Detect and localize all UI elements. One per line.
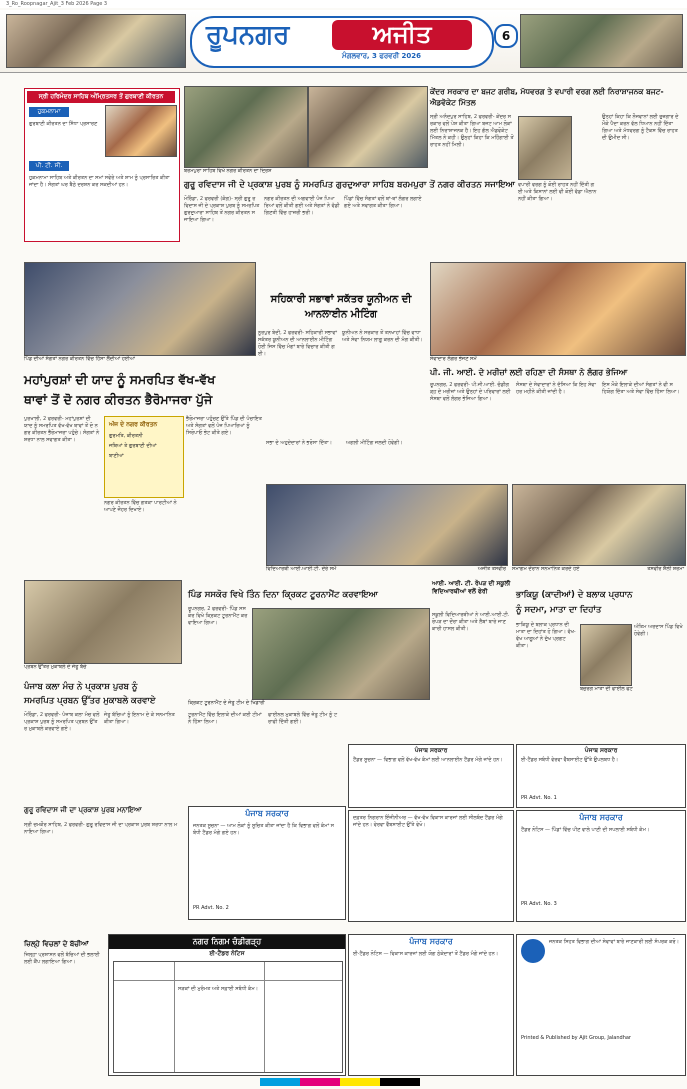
- photo-nagar-kirtan-1: [184, 86, 308, 168]
- publisher-line: Printed & Published by Ajit Group, Jalandhar: [521, 1035, 631, 1041]
- headline-cricket: ਪਿੰਡ ਸਸਕੋਰ ਵਿਖੇ ਤਿੰਨ ਦਿਨਾ ਕ੍ਰਿਕਟ ਟੂਰਨਾਮੈਂਟ ਕਰਵਾਇਆ: [188, 590, 378, 600]
- color-swatch-cyan: [260, 1078, 300, 1086]
- notice-box-5: [516, 810, 686, 922]
- masthead-left-photo: [6, 14, 186, 68]
- highlight-box-line-2: ਜਥਿਆਂ ਤੇ ਗੁਰਬਾਣੀ ਦੀਆਂ: [109, 443, 157, 449]
- article-punjab-kala-col-2: ਜੇਤੂ ਬੱਚਿਆਂ ਨੂੰ ਇਨਾਮ ਦੇ ਕੇ ਸਨਮਾਨਿਤ ਕੀਤਾ ਗਿਆ।: [104, 712, 175, 725]
- caption-7: ਪ੍ਰਬਨ ਉੱਤਰ ਮੁਕਾਬਲੇ ਦੇ ਜੇਤੂ ਬੱਚੇ: [24, 664, 87, 670]
- caption-6: ਸਮਾਗਮ ਦੌਰਾਨ ਸਨਮਾਨਿਤ ਕਰਦੇ ਹੋਏ: [512, 566, 580, 572]
- golden-temple-image: [105, 105, 177, 157]
- notice-2-title: ਪੰਜਾਬ ਸਰਕਾਰ: [584, 747, 618, 754]
- article-bku: ਭਾਕਿਯੂ ਦੇ ਬਲਾਕ ਪ੍ਰਧਾਨ ਦੀ ਮਾਤਾ ਦਾ ਦਿਹਾਂਤ ਹੋ ਗਿਆ। ਵੱਖ-ਵੱਖ ਆਗੂਆਂ ਨੇ ਦੁੱਖ ਪ੍ਰਗਟ ਕੀਤਾ।: [516, 622, 576, 649]
- caption-9: ਬਜ਼ੁਰਗ ਮਾਤਾ ਦੀ ਫਾਈਲ ਫੋਟੋ: [580, 686, 633, 692]
- notice-3-title: ਪੰਜਾਬ ਸਰਕਾਰ: [245, 809, 289, 818]
- article-cricket-col-3: ਫਾਈਨਲ ਮੁਕਾਬਲੇ ਵਿੱਚ ਜੇਤੂ ਟੀਮ ਨੂੰ ਟਰਾਫੀ ਦਿੱਤੀ ਗਈ।: [268, 712, 338, 725]
- photo-credit-2: ਤਸਵੀਰ ਸ਼ੈਲੀ ਸ਼ਰਮਾ: [647, 566, 684, 572]
- notice-4-body: ਦਫ਼ਤਰ ਨਿਗਰਾਨ ਇੰਜੀਨੀਅਰ — ਵੱਖ-ਵੱਖ ਵਿਕਾਸ ਕਾਰਜਾਂ ਲਈ ਸੀਲਬੰਦ ਟੈਂਡਰ ਮੰਗੇ ਜਾਂਦੇ ਹਨ। ਵੇਰਵਾ ਵੈੱਬਸਾਈਟ ਉੱਤੇ ਵੇਖੋ।: [353, 815, 503, 828]
- article-punjab-kala-col-1: ਮੋਰਿੰਡਾ, 2 ਫਰਵਰੀ- ਪੰਜਾਬ ਕਲਾ ਮੰਚ ਵਲੋਂ ਪ੍ਰਕਾਸ਼ ਪੁਰਬ ਨੂੰ ਸਮਰਪਿਤ ਪ੍ਰਬਨ ਉੱਤਰ ਮੁਕਾਬਲੇ ਕਰਵਾਏ ਗਏ।: [24, 712, 100, 732]
- notice-5-pr: PR Advt. No. 3: [521, 901, 557, 907]
- gurbani-ad-label-2: ਪੀ. ਟੀ. ਸੀ.: [29, 161, 69, 171]
- photo-advocate: [518, 116, 572, 180]
- headline-school: ਆਈ. ਆਈ. ਟੀ. ਰੋਪੜ ਦੀ ਸਕੂਲੀ ਵਿਦਿਆਰਥੀਆਂ ਵਲੋਂ ਫੇਰੀ: [432, 580, 511, 595]
- tender-table-col-rule-1: [174, 962, 175, 1072]
- logo-icon: [521, 939, 545, 963]
- highlight-box-line-1: ਗੁਰਮਤਿ, ਕੀਰਤਨੀ: [109, 433, 143, 439]
- article-school: ਸਕੂਲੀ ਵਿਦਿਆਰਥੀਆਂ ਨੇ ਆਈ.ਆਈ.ਟੀ. ਰੋਪੜ ਦਾ ਦੌਰਾ ਕੀਤਾ ਅਤੇ ਲੈਬਾਂ ਬਾਰੇ ਜਾਣਕਾਰੀ ਹਾਸਲ ਕੀਤੀ।: [432, 612, 510, 632]
- article-pgi-col-2: ਸੰਸਥਾ ਦੇ ਸੇਵਾਦਾਰਾਂ ਨੇ ਦੱਸਿਆ ਕਿ ਇਹ ਸੇਵਾ ਹਰ ਮਹੀਨੇ ਕੀਤੀ ਜਾਂਦੀ ਹੈ।: [516, 382, 596, 395]
- highlight-box-title: ਅੱਜ ਦੇ ਨਗਰ ਕੀਰਤਨ: [109, 421, 158, 428]
- nagar-nigam-tender: [108, 934, 346, 1076]
- gurbani-ad-title: ਸ੍ਰੀ ਹਰਿਮੰਦਰ ਸਾਹਿਬ ਅੰਮ੍ਰਿਤਸਰ ਤੋਂ ਗੁਰਬਾਣੀ ਕੀਰਤਨ: [27, 91, 175, 103]
- masthead-right-photo: [520, 14, 683, 68]
- color-registration-bar: [260, 1078, 420, 1086]
- article-top-col-3: ਪਿੰਡਾਂ ਵਿੱਚ ਸੰਗਤਾਂ ਵਲੋਂ ਥਾਂ-ਥਾਂ ਲੰਗਰ ਲਗਾਏ ਗਏ ਅਤੇ ਸਵਾਗਤ ਕੀਤਾ ਗਿਆ।: [344, 196, 422, 209]
- color-swatch-yellow: [340, 1078, 380, 1086]
- gurbani-ad-text: ਗੁਰਬਾਣੀ ਕੀਰਤਨ ਦਾ ਸਿੱਧਾ ਪ੍ਰਸਾਰਣ: [29, 121, 98, 127]
- masthead-title-left: ਰੂਪਨਗਰ: [206, 20, 290, 50]
- color-swatch-black: [380, 1078, 420, 1086]
- headline-guru-ravidas-small: ਗੁਰੂ ਰਵਿਦਾਸ ਜੀ ਦਾ ਪ੍ਰਕਾਸ਼ ਪੁਰਬ ਮਨਾਇਆ: [24, 806, 142, 814]
- notice-1-title: ਪੰਜਾਬ ਸਰਕਾਰ: [414, 747, 448, 754]
- article-mahapurkh-col-3: ਭੈਰੋਮਾਜਰਾ ਪਹੁੰਚਣ ਉੱਤੇ ਪਿੰਡ ਦੀ ਪੰਚਾਇਤ ਅਤੇ ਸੰਗਤਾਂ ਵਲੋਂ ਪੰਜ ਪਿਆਰਿਆਂ ਨੂੰ ਸਿਰੋਪਾਓ ਭੇਟ ਕੀਤੇ ਗਏ।: [186, 416, 262, 436]
- coop-headline-box: [258, 292, 424, 326]
- publisher-box: [516, 934, 686, 1076]
- headline-punjab-kala-2: ਸਮਰਪਿਤ ਪ੍ਰਬਨ ਉੱਤਰ ਮੁਕਾਬਲੇ ਕਰਵਾਏ: [24, 696, 156, 706]
- article-top-col-2: ਨਗਰ ਕੀਰਤਨ ਦੀ ਅਗਵਾਈ ਪੰਜ ਪਿਆਰਿਆਂ ਵਲੋਂ ਕੀਤੀ ਗਈ ਅਤੇ ਸੰਗਤਾਂ ਨੇ ਵੱਡੀ ਗਿਣਤੀ ਵਿੱਚ ਹਾਜ਼ਰੀ ਭਰੀ।: [264, 196, 340, 216]
- article-coop-col-2: ਯੂਨੀਅਨ ਨੇ ਸਰਕਾਰ ਤੋਂ ਤਨਖਾਹਾਂ ਵਿੱਚ ਵਾਧਾ ਅਤੇ ਸੇਵਾ ਨਿਯਮ ਲਾਗੂ ਕਰਨ ਦੀ ਮੰਗ ਕੀਤੀ।: [342, 330, 423, 343]
- article-cricket-col-2: ਟੂਰਨਾਮੈਂਟ ਵਿੱਚ ਇਲਾਕੇ ਦੀਆਂ ਕਈ ਟੀਮਾਂ ਨੇ ਹਿੱਸਾ ਲਿਆ।: [188, 712, 262, 725]
- headline-bku-1: ਭਾਕਿਯੂ (ਕਾਦੀਆਂ) ਦੇ ਬਲਾਕ ਪ੍ਰਧਾਨ: [516, 590, 633, 600]
- gurbani-ad: [24, 88, 180, 242]
- photo-mata: [580, 624, 632, 686]
- article-coop-col-1: ਨੂਰਪੁਰ ਬੇਦੀ, 2 ਫਰਵਰੀ- ਸਹਿਕਾਰੀ ਸਭਾਵਾਂ ਸਕੱਤਰ ਯੂਨੀਅਨ ਦੀ ਆਨਲਾਈਨ ਮੀਟਿੰਗ ਹੋਈ ਜਿਸ ਵਿੱਚ ਮੰਗਾਂ ਬਾਰੇ ਵਿਚਾਰ ਕੀਤੀ ਗਈ।: [258, 330, 337, 357]
- article-bku-col-2: ਅੰਤਿਮ ਅਰਦਾਸ ਪਿੰਡ ਵਿਖੇ ਹੋਵੇਗੀ।: [634, 624, 683, 637]
- notice-box-6: [348, 934, 514, 1076]
- notice-5-body: ਟੈਂਡਰ ਨੋਟਿਸ — ਪਿੰਡਾਂ ਵਿੱਚ ਪੀਣ ਵਾਲੇ ਪਾਣੀ ਦੀ ਸਪਲਾਈ ਸਬੰਧੀ ਕੰਮ।: [521, 827, 650, 833]
- notice-box-3: [188, 806, 346, 920]
- notice-box-4: [348, 810, 514, 922]
- notice-box-2: [516, 744, 686, 808]
- highlight-box: [104, 416, 184, 498]
- headline-punjab-kala-1: ਪੰਜਾਬ ਕਲਾ ਮੰਚ ਨੇ ਪ੍ਰਕਾਸ਼ ਪੁਰਬ ਨੂੰ: [24, 682, 138, 692]
- nagar-nigam-title: ਨਗਰ ਨਿਗਮ ਚੰਡੀਗੜ੍ਹ: [109, 935, 345, 949]
- caption-8: ਵਿਦਿਆਰਥੀ ਆਈ.ਆਈ.ਟੀ. ਦੌਰੇ ਸਮੇਂ: [266, 566, 337, 572]
- notice-box-1: [348, 744, 514, 808]
- headline-top-main: ਗੁਰੂ ਰਵਿਦਾਸ ਜੀ ਦੇ ਪ੍ਰਕਾਸ਼ ਪੁਰਬ ਨੂੰ ਸਮਰਪਿਤ ਗੁਰਦੁਆਰਾ ਸਾਹਿਬ ਬਰਮਪੁਰਾ ਤੋਂ ਨਗਰ ਕੀਰਤਨ ਸਜਾਇਆ: [184, 180, 515, 190]
- print-info-strip: 3_Ro_Roopnagar_Ajit_3 Feb 2026 Page 3: [0, 0, 687, 8]
- headline-mahapurkh-2: ਥਾਵਾਂ ਤੋਂ ਦੋ ਨਗਰ ਕੀਰਤਨ ਭੈਰੋਮਾਜਰਾ ਪੁੱਜੇ: [24, 392, 213, 407]
- headline-top-right: ਕੇਂਦਰ ਸਰਕਾਰ ਦਾ ਬਜਟ ਗਰੀਬ, ਮੱਧਵਰਗ ਤੇ ਵਪਾਰੀ ਵਰਗ ਲਈ ਨਿਰਾਸ਼ਾਜਨਕ ਬਜਟ-ਐਡਵੋਕੇਟ ਮਿੱਤਲ: [430, 87, 664, 107]
- article-mahapurkh-col-2: ਨਗਰ ਕੀਰਤਨ ਵਿੱਚ ਗਤਕਾ ਪਾਰਟੀਆਂ ਨੇ ਆਪਣੇ ਜੌਹਰ ਦਿਖਾਏ।: [104, 500, 177, 513]
- article-budget-col-2: ਵਪਾਰੀ ਵਰਗ ਨੂੰ ਕੋਈ ਰਾਹਤ ਨਹੀਂ ਦਿੱਤੀ ਗਈ ਅਤੇ ਕਿਸਾਨਾਂ ਲਈ ਵੀ ਕੋਈ ਵੱਡਾ ਐਲਾਨ ਨਹੀਂ ਕੀਤਾ ਗਿਆ।: [518, 182, 597, 202]
- notice-6-body: ਈ-ਟੈਂਡਰ ਨੋਟਿਸ — ਵਿਕਾਸ ਕਾਰਜਾਂ ਲਈ ਯੋਗ ਠੇਕੇਦਾਰਾਂ ਤੋਂ ਟੈਂਡਰ ਮੰਗੇ ਜਾਂਦੇ ਹਨ।: [353, 951, 499, 957]
- gurbani-ad-body: ਹੁਕਮਨਾਮਾ ਸਾਹਿਬ ਅਤੇ ਕੀਰਤਨ ਦਾ ਸਮਾਂ ਸਵੇਰੇ ਅਤੇ ਸ਼ਾਮ ਨੂੰ ਪ੍ਰਸਾਰਿਤ ਕੀਤਾ ਜਾਂਦਾ ਹੈ। ਸੰਗਤਾਂ ਘਰ ਬੈਠੇ ਦਰਸ਼ਨ ਕਰ ਸਕਦੀਆਂ ਹਨ।: [29, 175, 170, 188]
- masthead-title-frame: [190, 16, 494, 68]
- headline-kids-small: ਜ਼ਿਲ੍ਹੇ ਵਿਚਲਾਂ ਦੇ ਬੱਚੀਆਂ: [24, 940, 89, 948]
- article-cricket-col-1: ਰੂਪਨਗਰ, 2 ਫਰਵਰੀ- ਪਿੰਡ ਸਸਕੋਰ ਵਿਖੇ ਕ੍ਰਿਕਟ ਟੂਰਨਾਮੈਂਟ ਕਰਵਾਇਆ ਗਿਆ।: [188, 606, 248, 626]
- article-budget-col-1: ਸ੍ਰੀ ਅਨੰਦਪੁਰ ਸਾਹਿਬ, 2 ਫਰਵਰੀ- ਕੇਂਦਰ ਸਰਕਾਰ ਵਲੋਂ ਪੇਸ਼ ਕੀਤਾ ਗਿਆ ਬਜਟ ਆਮ ਲੋਕਾਂ ਲਈ ਨਿਰਾਸ਼ਾਜਨਕ ਹੈ। ਇਹ ਗੱਲ ਐਡਵੋਕੇਟ ਮਿੱਤਲ ਨੇ ਕਹੀ। ਉਨ੍ਹਾਂ ਕਿਹਾ ਕਿ ਮਹਿੰਗਾਈ ਤੋਂ ਰਾਹਤ ਨਹੀਂ ਮਿਲੀ।: [430, 114, 514, 148]
- color-swatch-magenta: [300, 1078, 340, 1086]
- gurbani-ad-label-1: ਹੁਕਮਨਾਮਾ: [29, 107, 69, 117]
- headline-bku-2: ਨੂੰ ਸਦਮਾ, ਮਾਤਾ ਦਾ ਦਿਹਾਂਤ: [516, 605, 602, 615]
- tender-table: [113, 961, 343, 1073]
- photo-group-students: [266, 484, 508, 566]
- caption-5: ਕ੍ਰਿਕਟ ਟੂਰਨਾਮੈਂਟ ਦੇ ਜੇਤੂ ਟੀਮ ਦੇ ਖਿਡਾਰੀ: [188, 700, 265, 706]
- photo-pgi-langar: [430, 262, 686, 356]
- headline-mahapurkh-1: ਮਹਾਂਪੁਰਸ਼ਾਂ ਦੀ ਯਾਦ ਨੂੰ ਸਮਰਪਿਤ ਵੱਖ-ਵੱਖ: [24, 372, 216, 387]
- article-budget-col-3: ਉਨ੍ਹਾਂ ਕਿਹਾ ਕਿ ਨੌਜਵਾਨਾਂ ਲਈ ਰੁਜ਼ਗਾਰ ਦੇ ਮੌਕੇ ਪੈਦਾ ਕਰਨ ਵੱਲ ਧਿਆਨ ਨਹੀਂ ਦਿੱਤਾ ਗਿਆ ਅਤੇ ਮੱਧਵਰਗ ਨੂੰ ਟੈਕਸ ਵਿੱਚ ਰਾਹਤ ਦੀ ਉਮੀਦ ਸੀ।: [602, 114, 679, 141]
- article-guru-ravidas-small: ਸ੍ਰੀ ਚਮਕੌਰ ਸਾਹਿਬ, 2 ਫਰਵਰੀ- ਗੁਰੂ ਰਵਿਦਾਸ ਜੀ ਦਾ ਪ੍ਰਕਾਸ਼ ਪੁਰਬ ਸ਼ਰਧਾ ਨਾਲ ਮਨਾਇਆ ਗਿਆ।: [24, 822, 178, 835]
- caption-4: ਸੇਵਾਦਾਰ ਲੰਗਰ ਭੇਜਣ ਸਮੇਂ: [430, 356, 477, 362]
- article-mid-col-2: ਅਗਲੀ ਮੀਟਿੰਗ ਜਲਦੀ ਹੋਵੇਗੀ।: [346, 440, 403, 446]
- notice-5-title: ਪੰਜਾਬ ਸਰਕਾਰ: [579, 813, 623, 822]
- article-pgi-col-3: ਇਸ ਮੌਕੇ ਇਲਾਕੇ ਦੀਆਂ ਸੰਗਤਾਂ ਨੇ ਵੀ ਸਹਿਯੋਗ ਦਿੱਤਾ ਅਤੇ ਸੇਵਾ ਵਿੱਚ ਹਿੱਸਾ ਲਿਆ।: [602, 382, 680, 395]
- photo-nagar-kirtan-2: [308, 86, 428, 168]
- notice-2-pr: PR Advt. No. 1: [521, 795, 557, 801]
- masthead-date: ਮੰਗਲਵਾਰ, 3 ਫਰਵਰੀ 2026: [342, 52, 421, 60]
- article-mid-col-1: ਸਭਾ ਦੇ ਅਹੁਦੇਦਾਰਾਂ ਨੇ ਭਰੋਸਾ ਦਿੱਤਾ।: [266, 440, 332, 446]
- photo-sangat: [24, 262, 256, 356]
- notice-3-body: ਜਨਤਕ ਸੂਚਨਾ — ਆਮ ਲੋਕਾਂ ਨੂੰ ਸੂਚਿਤ ਕੀਤਾ ਜਾਂਦਾ ਹੈ ਕਿ ਵਿਭਾਗ ਵਲੋਂ ਕੰਮਾਂ ਸਬੰਧੀ ਟੈਂਡਰ ਮੰਗੇ ਗਏ ਹਨ।: [193, 823, 334, 836]
- headline-coop: ਸਹਿਕਾਰੀ ਸਭਾਵਾਂ ਸਕੱਤਰ ਯੂਨੀਅਨ ਦੀ ਆਨਲਾਈਨ ਮੀਟਿੰਗ: [270, 294, 412, 320]
- caption-1: ਬਰਮਪੁਰਾ ਸਾਹਿਬ ਵਿਖੇ ਨਗਰ ਕੀਰਤਨ ਦਾ ਦ੍ਰਿਸ਼: [184, 168, 272, 174]
- article-kids-col-1: ਜ਼ਿਲ੍ਹਾ ਪ੍ਰਸ਼ਾਸਨ ਵਲੋਂ ਬੱਚਿਆਂ ਦੀ ਭਲਾਈ ਲਈ ਕੈਂਪ ਲਗਾਇਆ ਗਿਆ।: [24, 952, 100, 965]
- notice-2-body: ਈ-ਟੈਂਡਰ ਸਬੰਧੀ ਵੇਰਵਾ ਵੈੱਬਸਾਈਟ ਉੱਤੇ ਉਪਲਬਧ ਹੈ।: [521, 757, 619, 763]
- notice-1-body: ਟੈਂਡਰ ਸੂਚਨਾ — ਵਿਭਾਗ ਵਲੋਂ ਵੱਖ-ਵੱਖ ਕੰਮਾਂ ਲਈ ਆਨਲਾਈਨ ਟੈਂਡਰ ਮੰਗੇ ਜਾਂਦੇ ਹਨ।: [353, 757, 503, 763]
- page-number: 6: [494, 24, 518, 48]
- highlight-box-line-3: ਬਾਣੀਆਂ: [109, 453, 124, 459]
- tender-table-body: ਸੜਕਾਂ ਦੀ ਮੁਰੰਮਤ ਅਤੇ ਸਫ਼ਾਈ ਸਬੰਧੀ ਕੰਮ।: [178, 986, 259, 992]
- photo-cricket: [252, 608, 430, 700]
- photo-quiz: [24, 580, 182, 664]
- notice-6-title: ਪੰਜਾਬ ਸਰਕਾਰ: [409, 937, 453, 946]
- caption-2: ਪਿੰਡ ਦੀਆਂ ਸੰਗਤਾਂ ਨਗਰ ਕੀਰਤਨ ਵਿੱਚ ਹਿੱਸਾ ਲੈਂਦੀਆਂ ਹੋਈਆਂ: [24, 356, 135, 362]
- masthead-title-right: ਅਜੀਤ: [332, 20, 472, 50]
- photo-credit-1: ਅਜੀਤ ਤਸਵੀਰ: [477, 566, 506, 572]
- tender-table-col-rule-2: [264, 962, 265, 1072]
- masthead: [0, 10, 687, 73]
- publisher-body: ਜਨਤਕ ਸਿਹਤ ਵਿਭਾਗ ਦੀਆਂ ਸੇਵਾਵਾਂ ਬਾਰੇ ਜਾਣਕਾਰੀ ਲਈ ਸੰਪਰਕ ਕਰੋ।: [549, 939, 679, 945]
- article-pgi-col-1: ਰੂਪਨਗਰ, 2 ਫਰਵਰੀ- ਪੀ.ਜੀ.ਆਈ. ਚੰਡੀਗੜ੍ਹ ਦੇ ਮਰੀਜ਼ਾਂ ਅਤੇ ਉਨ੍ਹਾਂ ਦੇ ਪਰਿਵਾਰਾਂ ਲਈ ਸੰਸਥਾ ਵਲੋਂ ਲੰਗਰ ਭੇਜਿਆ ਗਿਆ।: [430, 382, 511, 402]
- notice-3-pr: PR Advt. No. 2: [193, 905, 229, 911]
- headline-pgi: ਪੀ. ਜੀ. ਆਈ. ਦੇ ਮਰੀਜ਼ਾਂ ਲਈ ਰਹਿਣਾ ਦੀ ਸੰਸਥਾ ਨੇ ਲੰਗਰ ਭੇਜਿਆ: [430, 368, 628, 377]
- e-tender-label: ਈ-ਟੈਂਡਰ ਨੋਟਿਸ: [209, 950, 245, 957]
- photo-honour: [512, 484, 686, 566]
- tender-table-rule: [114, 980, 342, 981]
- article-top-col-1: ਮੋਰਿੰਡਾ, 2 ਫਰਵਰੀ (ਕੰਗ)- ਸ੍ਰੀ ਗੁਰੂ ਰਵਿਦਾਸ ਜੀ ਦੇ ਪ੍ਰਕਾਸ਼ ਪੁਰਬ ਨੂੰ ਸਮਰਪਿਤ ਗੁਰਦੁਆਰਾ ਸਾਹਿਬ ਤੋਂ ਨਗਰ ਕੀਰਤਨ ਸਜਾਇਆ ਗਿਆ।: [184, 196, 260, 223]
- article-mahapurkh-col-1: ਪੁਰਖਾਲੀ, 2 ਫਰਵਰੀ- ਮਹਾਂਪੁਰਸ਼ਾਂ ਦੀ ਯਾਦ ਨੂੰ ਸਮਰਪਿਤ ਵੱਖ-ਵੱਖ ਥਾਵਾਂ ਤੋਂ ਦੋ ਨਗਰ ਕੀਰਤਨ ਭੈਰੋਮਾਜਰਾ ਪਹੁੰਚੇ। ਸੰਗਤਾਂ ਨੇ ਸ਼ਰਧਾ ਨਾਲ ਸਵਾਗਤ ਕੀਤਾ।: [24, 416, 100, 443]
